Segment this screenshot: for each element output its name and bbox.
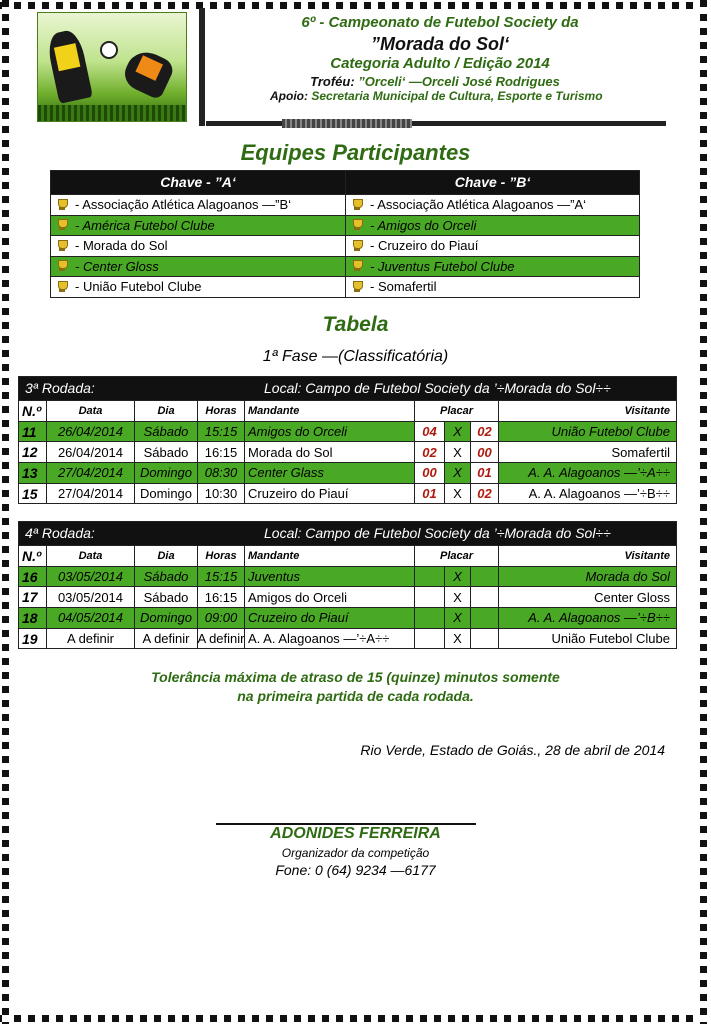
match-home: Morada do Sol xyxy=(245,442,415,462)
team-name: - Associação Atlética Alagoanos —”A‘ xyxy=(370,197,587,213)
col-home: Mandante xyxy=(245,546,415,566)
match-time: 10:30 xyxy=(198,484,245,504)
match-num: 17 xyxy=(19,587,47,607)
home-score xyxy=(415,567,445,587)
round-bar xyxy=(19,522,676,545)
match-day: Domingo xyxy=(135,463,198,483)
match-time: 09:00 xyxy=(198,608,245,628)
col-num: N.º xyxy=(19,546,47,566)
team-name: - Amigos do Orceli xyxy=(370,217,477,233)
grass-strip xyxy=(38,105,186,121)
team-name: - Juventus Futebol Clube xyxy=(370,258,515,274)
group-a xyxy=(51,171,345,297)
team-item xyxy=(346,235,639,256)
away-score-cell xyxy=(471,422,499,442)
away-score: 02 xyxy=(471,484,498,504)
group-b xyxy=(345,171,639,297)
match-day: Sábado xyxy=(135,567,198,587)
match-time: 16:15 xyxy=(198,587,245,607)
match-home: Cruzeiro do Piauí xyxy=(245,608,415,628)
col-score: Placar xyxy=(415,546,499,566)
col-home: Mandante xyxy=(245,401,415,421)
ball-icon xyxy=(100,41,118,59)
match-day: Domingo xyxy=(135,608,198,628)
match-num: 19 xyxy=(19,629,47,649)
table-row xyxy=(19,586,676,607)
team-item xyxy=(51,215,345,236)
tolerance-note-line2: na primeira partida de cada rodada. xyxy=(237,688,474,704)
round-4-table xyxy=(18,521,677,649)
team-item xyxy=(346,276,639,297)
round-label: 3ª Rodada: xyxy=(25,380,95,396)
round-3-table xyxy=(18,376,677,504)
match-home: Center Glass xyxy=(245,463,415,483)
col-score: Placar xyxy=(415,401,499,421)
match-away: União Futebol Clube xyxy=(551,424,670,440)
trophy-icon xyxy=(57,281,67,293)
home-score xyxy=(415,629,445,649)
away-score xyxy=(471,587,499,607)
team-item xyxy=(346,256,639,277)
trophy-value: ”Orceli‘ —Orceli José Rodrigues xyxy=(358,74,560,89)
header-divider-horizontal xyxy=(206,121,666,126)
team-name: - Associação Atlética Alagoanos —”B‘ xyxy=(75,197,292,213)
match-time: 16:15 xyxy=(198,442,245,462)
trophy-icon xyxy=(352,260,362,272)
versus-mark: X xyxy=(445,442,471,462)
table-row xyxy=(19,628,676,649)
schedule-title: Tabela xyxy=(322,313,389,336)
home-score-cell xyxy=(415,484,445,504)
signer-phone: Fone: 0 (64) 9234 —6177 xyxy=(275,862,436,878)
trophy-icon xyxy=(352,240,362,252)
championship-title: 6º - Campeonato de Futebol Society da xyxy=(301,14,579,31)
match-home: A. A. Alagoanos —’÷A÷÷ xyxy=(245,629,415,649)
trophy-icon xyxy=(352,199,362,211)
match-time: 15:15 xyxy=(198,567,245,587)
match-away: União Futebol Clube xyxy=(551,631,670,647)
home-score-cell xyxy=(415,463,445,483)
versus-mark: X xyxy=(445,422,471,442)
match-away: Morada do Sol xyxy=(585,569,670,585)
match-num: 18 xyxy=(19,608,47,628)
away-score: 01 xyxy=(471,463,498,483)
round-bar xyxy=(19,377,676,400)
soccer-logo xyxy=(37,12,187,122)
match-date: 27/04/2014 xyxy=(47,463,135,483)
round-label: 4ª Rodada: xyxy=(25,525,95,541)
col-date: Data xyxy=(47,401,135,421)
versus-mark: X xyxy=(445,608,471,628)
team-item xyxy=(51,276,345,297)
match-num: 13 xyxy=(19,463,47,483)
place-date: Rio Verde, Estado de Goiás., 28 de abril de 2014 xyxy=(360,742,665,758)
phase-title: 1ª Fase —(Classificatória) xyxy=(262,348,449,365)
trophy-icon xyxy=(352,219,362,231)
match-day: A definir xyxy=(135,629,198,649)
match-away: A. A. Alagoanos —’÷A÷÷ xyxy=(528,465,670,481)
team-item xyxy=(51,256,345,277)
header-divider-ornament xyxy=(282,119,412,128)
player-silhouette xyxy=(120,46,177,101)
trophy-icon xyxy=(57,199,67,211)
match-date: A definir xyxy=(47,629,135,649)
match-num: 12 xyxy=(19,442,47,462)
championship-venue: ”Morada do Sol‘ xyxy=(370,34,509,54)
table-header-row xyxy=(19,400,676,421)
team-item xyxy=(51,235,345,256)
border-top xyxy=(0,2,711,9)
col-day: Dia xyxy=(135,546,198,566)
col-time: Horas xyxy=(198,546,245,566)
match-home: Amigos do Orceli xyxy=(245,587,415,607)
match-home: Juventus xyxy=(245,567,415,587)
group-b-header: Chave - ”B‘ xyxy=(346,171,639,194)
away-score xyxy=(471,608,499,628)
table-row xyxy=(19,483,676,504)
team-name: - Center Gloss xyxy=(75,258,159,274)
col-day: Dia xyxy=(135,401,198,421)
match-date: 27/04/2014 xyxy=(47,484,135,504)
match-num: 15 xyxy=(19,484,47,504)
away-score xyxy=(471,629,499,649)
col-time: Horas xyxy=(198,401,245,421)
match-day: Sábado xyxy=(135,587,198,607)
match-num: 16 xyxy=(19,567,47,587)
trophy-icon xyxy=(57,260,67,272)
match-home: Cruzeiro do Piauí xyxy=(245,484,415,504)
home-score xyxy=(415,608,445,628)
round-location: Local: Campo de Futebol Society da ’÷Morada do Sol÷÷ xyxy=(264,525,611,541)
away-score: 00 xyxy=(471,442,498,462)
match-date: 26/04/2014 xyxy=(47,422,135,442)
home-score: 04 xyxy=(415,422,444,442)
home-score-cell xyxy=(415,422,445,442)
col-away: Visitante xyxy=(624,404,670,417)
away-score-cell xyxy=(471,484,499,504)
versus-mark: X xyxy=(445,484,471,504)
team-name: - Morada do Sol xyxy=(75,238,168,254)
away-score xyxy=(471,567,499,587)
signer-role: Organizador da competição xyxy=(281,846,430,860)
col-num: N.º xyxy=(19,401,47,421)
border-bottom xyxy=(0,1015,711,1022)
table-row xyxy=(19,566,676,587)
team-name: - União Futebol Clube xyxy=(75,279,202,295)
match-time: A definir xyxy=(198,629,245,649)
match-away: Center Gloss xyxy=(594,589,670,605)
match-time: 08:30 xyxy=(198,463,245,483)
table-row xyxy=(19,462,676,483)
match-day: Sábado xyxy=(135,422,198,442)
tolerance-note-line1: Tolerância máxima de atraso de 15 (quinze) minutos somente xyxy=(151,669,560,685)
match-day: Domingo xyxy=(135,484,198,504)
table-header-row xyxy=(19,545,676,566)
trophy-line xyxy=(210,74,660,89)
team-item xyxy=(51,194,345,215)
header-divider-vertical xyxy=(199,8,205,126)
team-name: - Somafertil xyxy=(370,279,437,295)
match-away: Somafertil xyxy=(611,444,670,460)
group-a-header: Chave - ”A‘ xyxy=(51,171,345,194)
support-label: Apoio: xyxy=(270,89,308,103)
round-location: Local: Campo de Futebol Society da ’÷Morada do Sol÷÷ xyxy=(264,380,611,396)
versus-mark: X xyxy=(445,629,471,649)
teams-table xyxy=(50,170,640,298)
team-name: - América Futebol Clube xyxy=(75,217,215,233)
versus-mark: X xyxy=(445,567,471,587)
col-date: Data xyxy=(47,546,135,566)
trophy-icon xyxy=(57,240,67,252)
away-score: 02 xyxy=(471,422,498,442)
match-date: 03/05/2014 xyxy=(47,587,135,607)
home-score: 01 xyxy=(415,484,444,504)
versus-mark: X xyxy=(445,463,471,483)
home-score: 00 xyxy=(415,463,444,483)
match-date: 03/05/2014 xyxy=(47,567,135,587)
trophy-icon xyxy=(57,219,67,231)
match-date: 26/04/2014 xyxy=(47,442,135,462)
table-row xyxy=(19,421,676,442)
match-time: 15:15 xyxy=(198,422,245,442)
team-item xyxy=(346,194,639,215)
teams-title: Equipes Participantes xyxy=(240,140,471,165)
player-silhouette xyxy=(45,28,93,104)
support-line xyxy=(270,89,650,103)
championship-category: Categoria Adulto / Edição 2014 xyxy=(330,55,550,72)
match-home: Amigos do Orceli xyxy=(245,422,415,442)
team-item xyxy=(346,215,639,236)
home-score xyxy=(415,587,445,607)
away-score-cell xyxy=(471,442,499,462)
col-away: Visitante xyxy=(624,549,670,562)
match-num: 11 xyxy=(19,422,47,442)
home-score: 02 xyxy=(415,442,444,462)
table-row xyxy=(19,607,676,628)
away-score-cell xyxy=(471,463,499,483)
match-day: Sábado xyxy=(135,442,198,462)
home-score-cell xyxy=(415,442,445,462)
table-row xyxy=(19,441,676,462)
versus-mark: X xyxy=(445,587,471,607)
signer-name: ADONIDES FERREIRA xyxy=(270,825,441,842)
support-value: Secretaria Municipal de Cultura, Esporte e Turismo xyxy=(311,89,603,103)
match-away: A. A. Alagoanos —’÷B÷÷ xyxy=(528,486,670,502)
trophy-icon xyxy=(352,281,362,293)
match-date: 04/05/2014 xyxy=(47,608,135,628)
match-away: A. A. Alagoanos —’÷B÷÷ xyxy=(528,610,670,626)
trophy-label: Troféu: xyxy=(310,74,355,89)
team-name: - Cruzeiro do Piauí xyxy=(370,238,479,254)
